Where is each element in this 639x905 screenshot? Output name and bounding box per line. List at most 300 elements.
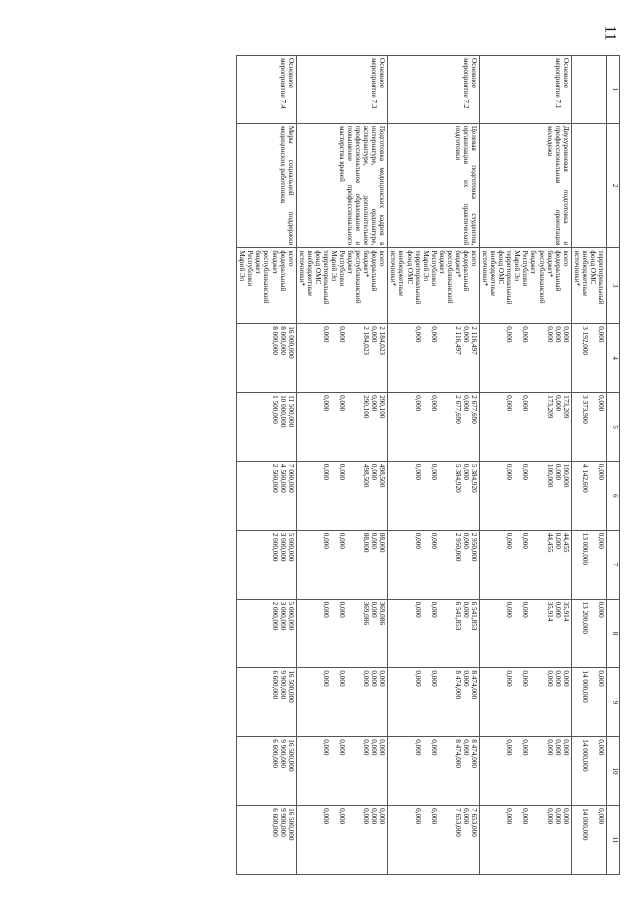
amount-value: 0,000 (545, 808, 554, 825)
funding-source-label: бюджет (346, 250, 355, 274)
column-header-2: 2 (607, 123, 620, 248)
amount-value (529, 464, 537, 528)
value-cell-col-7 (237, 530, 296, 599)
amount-value (529, 326, 537, 390)
amount-value (446, 395, 454, 459)
amount-value: 0,000 (553, 670, 562, 687)
funding-source-label: фонд ОМС (405, 250, 414, 285)
table-body (237, 56, 607, 875)
amount-value: 0,000 (545, 326, 554, 343)
amount-value: 0,000 (338, 532, 347, 549)
funding-source-label: республиканский (354, 250, 363, 304)
funding-source-label: территориальный (413, 250, 422, 305)
value-cell-col-4 (571, 324, 606, 393)
value-cell-col-6 (571, 461, 606, 530)
event-cell: Основное мероприятие 7.2 (388, 56, 480, 124)
amount-value: 0,000 (553, 739, 562, 756)
amount-value (538, 670, 546, 734)
amount-value: 0,000 (561, 739, 570, 756)
funding-source-label: источники* (389, 250, 398, 287)
amount-value: 2 116,497 (453, 326, 462, 355)
funding-source-label: Марий Эл (513, 250, 522, 282)
amount-value (446, 464, 454, 528)
value-cell-col-10 (480, 737, 572, 806)
amount-value (354, 533, 362, 597)
amount-value: 0,000 (505, 601, 514, 618)
amount-value: 0,000 (462, 326, 470, 343)
amount-value: 16 000,000 (286, 326, 295, 359)
value-cell-col-9 (571, 668, 606, 737)
funding-source-label: внебюджетные (580, 250, 589, 297)
amount-value: 0,000 (553, 326, 562, 343)
amount-value: 9 900,000 (278, 670, 287, 700)
amount-value: 0,000 (462, 532, 470, 549)
amount-value: 0,000 (338, 395, 347, 412)
value-cell-col-8 (388, 599, 480, 668)
amount-value: 35,914 (561, 601, 570, 622)
amount-value: 2 116,497 (470, 326, 479, 355)
amount-value: 0,000 (597, 808, 605, 825)
amount-value (589, 326, 597, 390)
amount-value: 16 500,000 (286, 670, 295, 703)
amount-value: 0,000 (505, 532, 514, 549)
amount-value: 8 474,000 (453, 739, 462, 768)
amount-value: 9 900,000 (278, 808, 287, 837)
amount-value (529, 533, 537, 597)
column-number-row (607, 56, 620, 875)
funding-source-label: Марий Эл (421, 250, 430, 282)
amount-value: 0,000 (413, 532, 422, 549)
amount-value: 13 000,000 (580, 532, 589, 566)
amount-value (422, 464, 430, 528)
column-header-5: 5 (607, 393, 620, 462)
amount-value: 7 653,000 (453, 808, 462, 837)
amount-value: 2 000,000 (270, 601, 279, 631)
value-cell-col-8 (296, 599, 388, 668)
amount-value (446, 739, 454, 803)
amount-value (513, 533, 521, 597)
funding-source-cell (571, 248, 606, 324)
amount-value: 0,000 (521, 395, 530, 412)
value-cell-col-6 (388, 461, 480, 530)
amount-value (589, 395, 597, 459)
amount-value: 0,000 (338, 326, 347, 343)
amount-value (438, 464, 446, 528)
funding-source-label: источники* (572, 250, 581, 287)
funding-source-label: территориальный (597, 250, 605, 305)
amount-value: 0,000 (521, 670, 530, 687)
value-cell-col-11 (296, 806, 388, 875)
event-name-cell: Меры социальной поддержки медицинских работников (237, 123, 296, 248)
amount-value: 0,000 (370, 463, 379, 481)
amount-value: 16 500,000 (286, 808, 295, 841)
funding-source-label: бюджет (437, 250, 446, 274)
funding-table (236, 55, 620, 875)
amount-value (513, 395, 521, 459)
funding-source-label: территориальный (505, 250, 514, 305)
value-cell-col-4 (480, 324, 572, 393)
funding-source-cell (388, 248, 480, 324)
amount-value: 5 384,920 (470, 463, 479, 493)
amount-value: 0,000 (597, 395, 605, 412)
amount-value (354, 670, 362, 734)
amount-value: 88,000 (362, 532, 371, 553)
amount-value: 0,000 (321, 601, 330, 618)
amount-value: 44,455 (545, 532, 554, 553)
column-header-8: 8 (607, 599, 620, 668)
amount-value (354, 739, 362, 803)
funding-source-cell (237, 248, 296, 324)
amount-value (422, 395, 430, 459)
funding-source-label: бюджет (270, 250, 279, 274)
amount-value (346, 670, 354, 734)
amount-value (538, 602, 546, 666)
amount-value: 0,000 (462, 395, 470, 412)
amount-value (438, 602, 446, 666)
funding-source-label: Марий Эл (238, 250, 247, 282)
amount-value: 0,000 (378, 808, 387, 825)
amount-value (446, 533, 454, 597)
amount-value (513, 464, 521, 528)
event-cell: Основное мероприятие 7.4 (237, 56, 296, 124)
amount-value (346, 464, 354, 528)
funding-source-label: внебюджетные (489, 250, 498, 297)
rotated-table-sheet (80, 55, 620, 875)
amount-value: 0,000 (338, 670, 347, 687)
amount-value: 0,000 (378, 739, 387, 756)
amount-value: 6 600,000 (270, 739, 279, 768)
amount-value: 0,000 (413, 395, 422, 412)
amount-value (330, 326, 338, 390)
funding-source-label: Марий Эл (330, 250, 338, 282)
amount-value: 0,000 (553, 463, 562, 481)
funding-source-label: республиканский (262, 250, 271, 304)
amount-value: 0,000 (505, 395, 514, 412)
amount-value: 6 600,000 (270, 670, 279, 700)
amount-value (422, 602, 430, 666)
amount-value (330, 739, 338, 803)
amount-value (538, 464, 546, 528)
amount-value: 7 653,000 (470, 808, 479, 837)
amount-value: 173,209 (545, 395, 554, 419)
amount-value: 0,000 (545, 739, 554, 756)
amount-value: 0,000 (338, 601, 347, 618)
amount-value (529, 602, 537, 666)
amount-value: 2 950,000 (470, 532, 479, 562)
amount-value (538, 808, 546, 872)
amount-value (346, 602, 354, 666)
amount-value: 5 384,920 (453, 463, 462, 493)
amount-value: 0,000 (370, 395, 379, 412)
funding-source-label: бюджет (254, 250, 263, 274)
funding-source-label: источники* (481, 250, 490, 287)
amount-value (330, 464, 338, 528)
amount-value: 0,000 (597, 601, 605, 618)
funding-source-label: всего (378, 250, 387, 267)
column-header-11: 11 (607, 806, 620, 875)
funding-source-label: территориальный (321, 250, 330, 305)
amount-value (438, 670, 446, 734)
amount-value: 2 500,000 (270, 463, 279, 493)
funding-source-label: Республики (429, 250, 438, 287)
amount-value: 0,000 (321, 326, 330, 343)
amount-value: 6 541,853 (470, 601, 479, 631)
funding-source-cell (296, 248, 388, 324)
funding-source-label: фонд ОМС (497, 250, 506, 285)
amount-value: 0,000 (338, 808, 347, 825)
amount-value (513, 739, 521, 803)
amount-value: 14 000,000 (580, 739, 589, 772)
amount-value (529, 739, 537, 803)
event-cell (571, 56, 606, 124)
amount-value: 8 474,000 (453, 670, 462, 700)
amount-value: 0,000 (429, 463, 438, 481)
amount-value (529, 808, 537, 872)
amount-value: 0,000 (413, 601, 422, 618)
value-cell-col-5 (296, 393, 388, 462)
amount-value (446, 808, 454, 872)
amount-value (346, 326, 354, 390)
amount-value: 14 000,000 (580, 808, 589, 841)
funding-source-label: федеральный (553, 250, 562, 292)
value-cell-col-10 (571, 737, 606, 806)
amount-value: 0,000 (362, 808, 371, 825)
amount-value (422, 808, 430, 872)
amount-value (538, 739, 546, 803)
amount-value: 0,000 (597, 739, 605, 756)
column-header-4: 4 (607, 324, 620, 393)
amount-value (538, 326, 546, 390)
funding-source-label: фонд ОМС (313, 250, 322, 285)
amount-value (354, 326, 362, 390)
amount-value (589, 739, 597, 803)
amount-value: 0,000 (462, 739, 470, 756)
amount-value: 0,000 (321, 739, 330, 756)
amount-value (513, 602, 521, 666)
amount-value (446, 670, 454, 734)
amount-value: 0,000 (561, 808, 570, 825)
amount-value: 44,455 (561, 532, 570, 553)
amount-value: 0,000 (521, 808, 530, 825)
amount-value: 0,000 (505, 808, 514, 825)
amount-value: 2 184,023 (378, 326, 387, 356)
value-cell-col-8 (480, 599, 572, 668)
amount-value: 0,000 (462, 601, 470, 618)
amount-value (354, 808, 362, 872)
amount-value (513, 326, 521, 390)
amount-value (346, 739, 354, 803)
amount-value: 14 000,000 (580, 670, 589, 703)
amount-value: 7 000,000 (286, 463, 295, 493)
value-cell-col-10 (237, 737, 296, 806)
amount-value: 2 184,023 (362, 326, 371, 356)
amount-value: 0,000 (597, 463, 605, 481)
amount-value: 0,000 (505, 670, 514, 687)
amount-value: 0,000 (429, 395, 438, 412)
amount-value: 11 500,000 (286, 395, 295, 428)
amount-value: 100,000 (545, 463, 554, 488)
amount-value (538, 533, 546, 597)
amount-value: 1 500,000 (270, 395, 279, 424)
amount-value: 0,000 (413, 739, 422, 756)
event-cell: Основное мероприятие 7.1 (480, 56, 572, 124)
amount-value: 0,000 (370, 532, 379, 549)
funding-source-label: источники* (297, 250, 306, 287)
table-row (388, 56, 480, 875)
amount-value (529, 395, 537, 459)
event-name-cell: Целевая подготовка студентов, организация их практической подготовки (388, 123, 480, 248)
amount-value: 369,086 (378, 601, 387, 625)
amount-value: 0,000 (521, 326, 530, 343)
funding-source-label: внебюджетные (397, 250, 406, 297)
amount-value: 0,000 (521, 532, 530, 549)
value-cell-col-11 (571, 806, 606, 875)
value-cell-col-4 (237, 324, 296, 393)
amount-value: 2 950,000 (453, 532, 462, 562)
amount-value (330, 395, 338, 459)
amount-value: 8 000,000 (270, 326, 279, 356)
amount-value (438, 395, 446, 459)
value-cell-col-5 (237, 393, 296, 462)
amount-value: 6 600,000 (270, 808, 279, 837)
amount-value: 0,000 (462, 463, 470, 481)
amount-value (330, 808, 338, 872)
value-cell-col-4 (296, 324, 388, 393)
value-cell-col-10 (296, 737, 388, 806)
funding-source-label: всего (561, 250, 570, 267)
amount-value: 0,000 (545, 670, 554, 687)
funding-source-label: Республики (338, 250, 347, 287)
amount-value: 3 373,900 (580, 395, 589, 424)
amount-value: 0,000 (521, 601, 530, 618)
amount-value: 0,000 (429, 601, 438, 618)
funding-source-label: бюджет* (362, 250, 371, 278)
funding-source-label: всего (470, 250, 479, 267)
amount-value: 0,000 (321, 463, 330, 481)
amount-value (422, 533, 430, 597)
amount-value: 3 000,000 (278, 532, 287, 562)
value-cell-col-8 (237, 599, 296, 668)
amount-value: 0,000 (362, 670, 371, 687)
value-cell-col-6 (237, 461, 296, 530)
amount-value: 13 200,000 (580, 601, 589, 634)
amount-value: 0,000 (321, 808, 330, 825)
value-cell-col-7 (571, 530, 606, 599)
funding-source-cell (480, 248, 572, 324)
amount-value (330, 670, 338, 734)
amount-value (354, 395, 362, 459)
amount-value: 0,000 (338, 463, 347, 481)
funding-source-label: республиканский (445, 250, 454, 304)
amount-value (354, 602, 362, 666)
amount-value (438, 326, 446, 390)
amount-value: 2 000,000 (270, 532, 279, 562)
funding-source-label: фонд ОМС (588, 250, 597, 285)
amount-value: 0,000 (321, 395, 330, 412)
amount-value: 8 474,000 (470, 670, 479, 700)
amount-value (529, 670, 537, 734)
amount-value: 2 677,690 (453, 395, 462, 424)
column-header-6: 6 (607, 461, 620, 530)
amount-value (589, 464, 597, 528)
funding-source-label: всего (286, 250, 295, 267)
amount-value: 0,000 (429, 532, 438, 549)
column-header-3: 3 (607, 248, 620, 324)
amount-value: 5 000,000 (286, 532, 295, 562)
funding-source-label: федеральный (462, 250, 470, 292)
amount-value: 3 192,000 (580, 326, 589, 356)
amount-value (446, 326, 454, 390)
amount-value: 0,000 (429, 326, 438, 343)
amount-value: 0,000 (505, 326, 514, 343)
value-cell-col-11 (388, 806, 480, 875)
value-cell-col-9 (480, 668, 572, 737)
value-cell-col-11 (480, 806, 572, 875)
amount-value: 0,000 (370, 670, 379, 687)
value-cell-col-5 (571, 393, 606, 462)
amount-value: 173,209 (561, 395, 570, 419)
funding-source-label: федеральный (370, 250, 379, 292)
funding-source-label: республиканский (537, 250, 546, 304)
amount-value: 0,000 (370, 601, 379, 618)
amount-value: 498,500 (378, 463, 387, 488)
page-number: 11 (601, 25, 619, 41)
amount-value: 0,000 (553, 395, 562, 412)
amount-value: 8 000,000 (278, 326, 287, 356)
amount-value: 498,500 (362, 463, 371, 488)
amount-value: 10 000,000 (278, 395, 287, 428)
amount-value: 35,914 (545, 601, 554, 622)
amount-value: 4 500,000 (278, 463, 287, 493)
amount-value: 4 142,600 (580, 463, 589, 493)
amount-value (438, 808, 446, 872)
table-row (237, 56, 296, 875)
amount-value: 0,000 (370, 808, 379, 825)
event-name-cell (571, 123, 606, 248)
funding-source-label: Республики (521, 250, 530, 287)
amount-value (513, 808, 521, 872)
column-header-1: 1 (607, 56, 620, 124)
amount-value: 0,000 (413, 808, 422, 825)
amount-value: 5 000,000 (286, 601, 295, 631)
amount-value: 0,000 (462, 670, 470, 687)
amount-value: 290,100 (362, 395, 371, 419)
amount-value: 0,000 (429, 670, 438, 687)
value-cell-col-7 (296, 530, 388, 599)
event-name-cell: Двухуровневая подготовка и профессиональная ориентация молодежи (480, 123, 572, 248)
amount-value (422, 670, 430, 734)
amount-value: 0,000 (553, 808, 562, 825)
amount-value (438, 533, 446, 597)
amount-value: 0,000 (370, 326, 379, 343)
amount-value (330, 602, 338, 666)
funding-source-label: бюджет* (545, 250, 554, 278)
amount-value: 0,000 (413, 463, 422, 481)
amount-value: 0,000 (413, 670, 422, 687)
value-cell-col-9 (296, 668, 388, 737)
amount-value: 16 500,000 (286, 739, 295, 772)
funding-source-label: внебюджетные (305, 250, 314, 297)
funding-source-label: Республики (246, 250, 255, 287)
amount-value: 0,000 (561, 326, 570, 343)
amount-value (538, 395, 546, 459)
amount-value (589, 602, 597, 666)
table-row (480, 56, 572, 875)
amount-value: 9 900,000 (278, 739, 287, 768)
amount-value: 0,000 (378, 670, 387, 687)
amount-value (346, 533, 354, 597)
amount-value: 0,000 (413, 326, 422, 343)
